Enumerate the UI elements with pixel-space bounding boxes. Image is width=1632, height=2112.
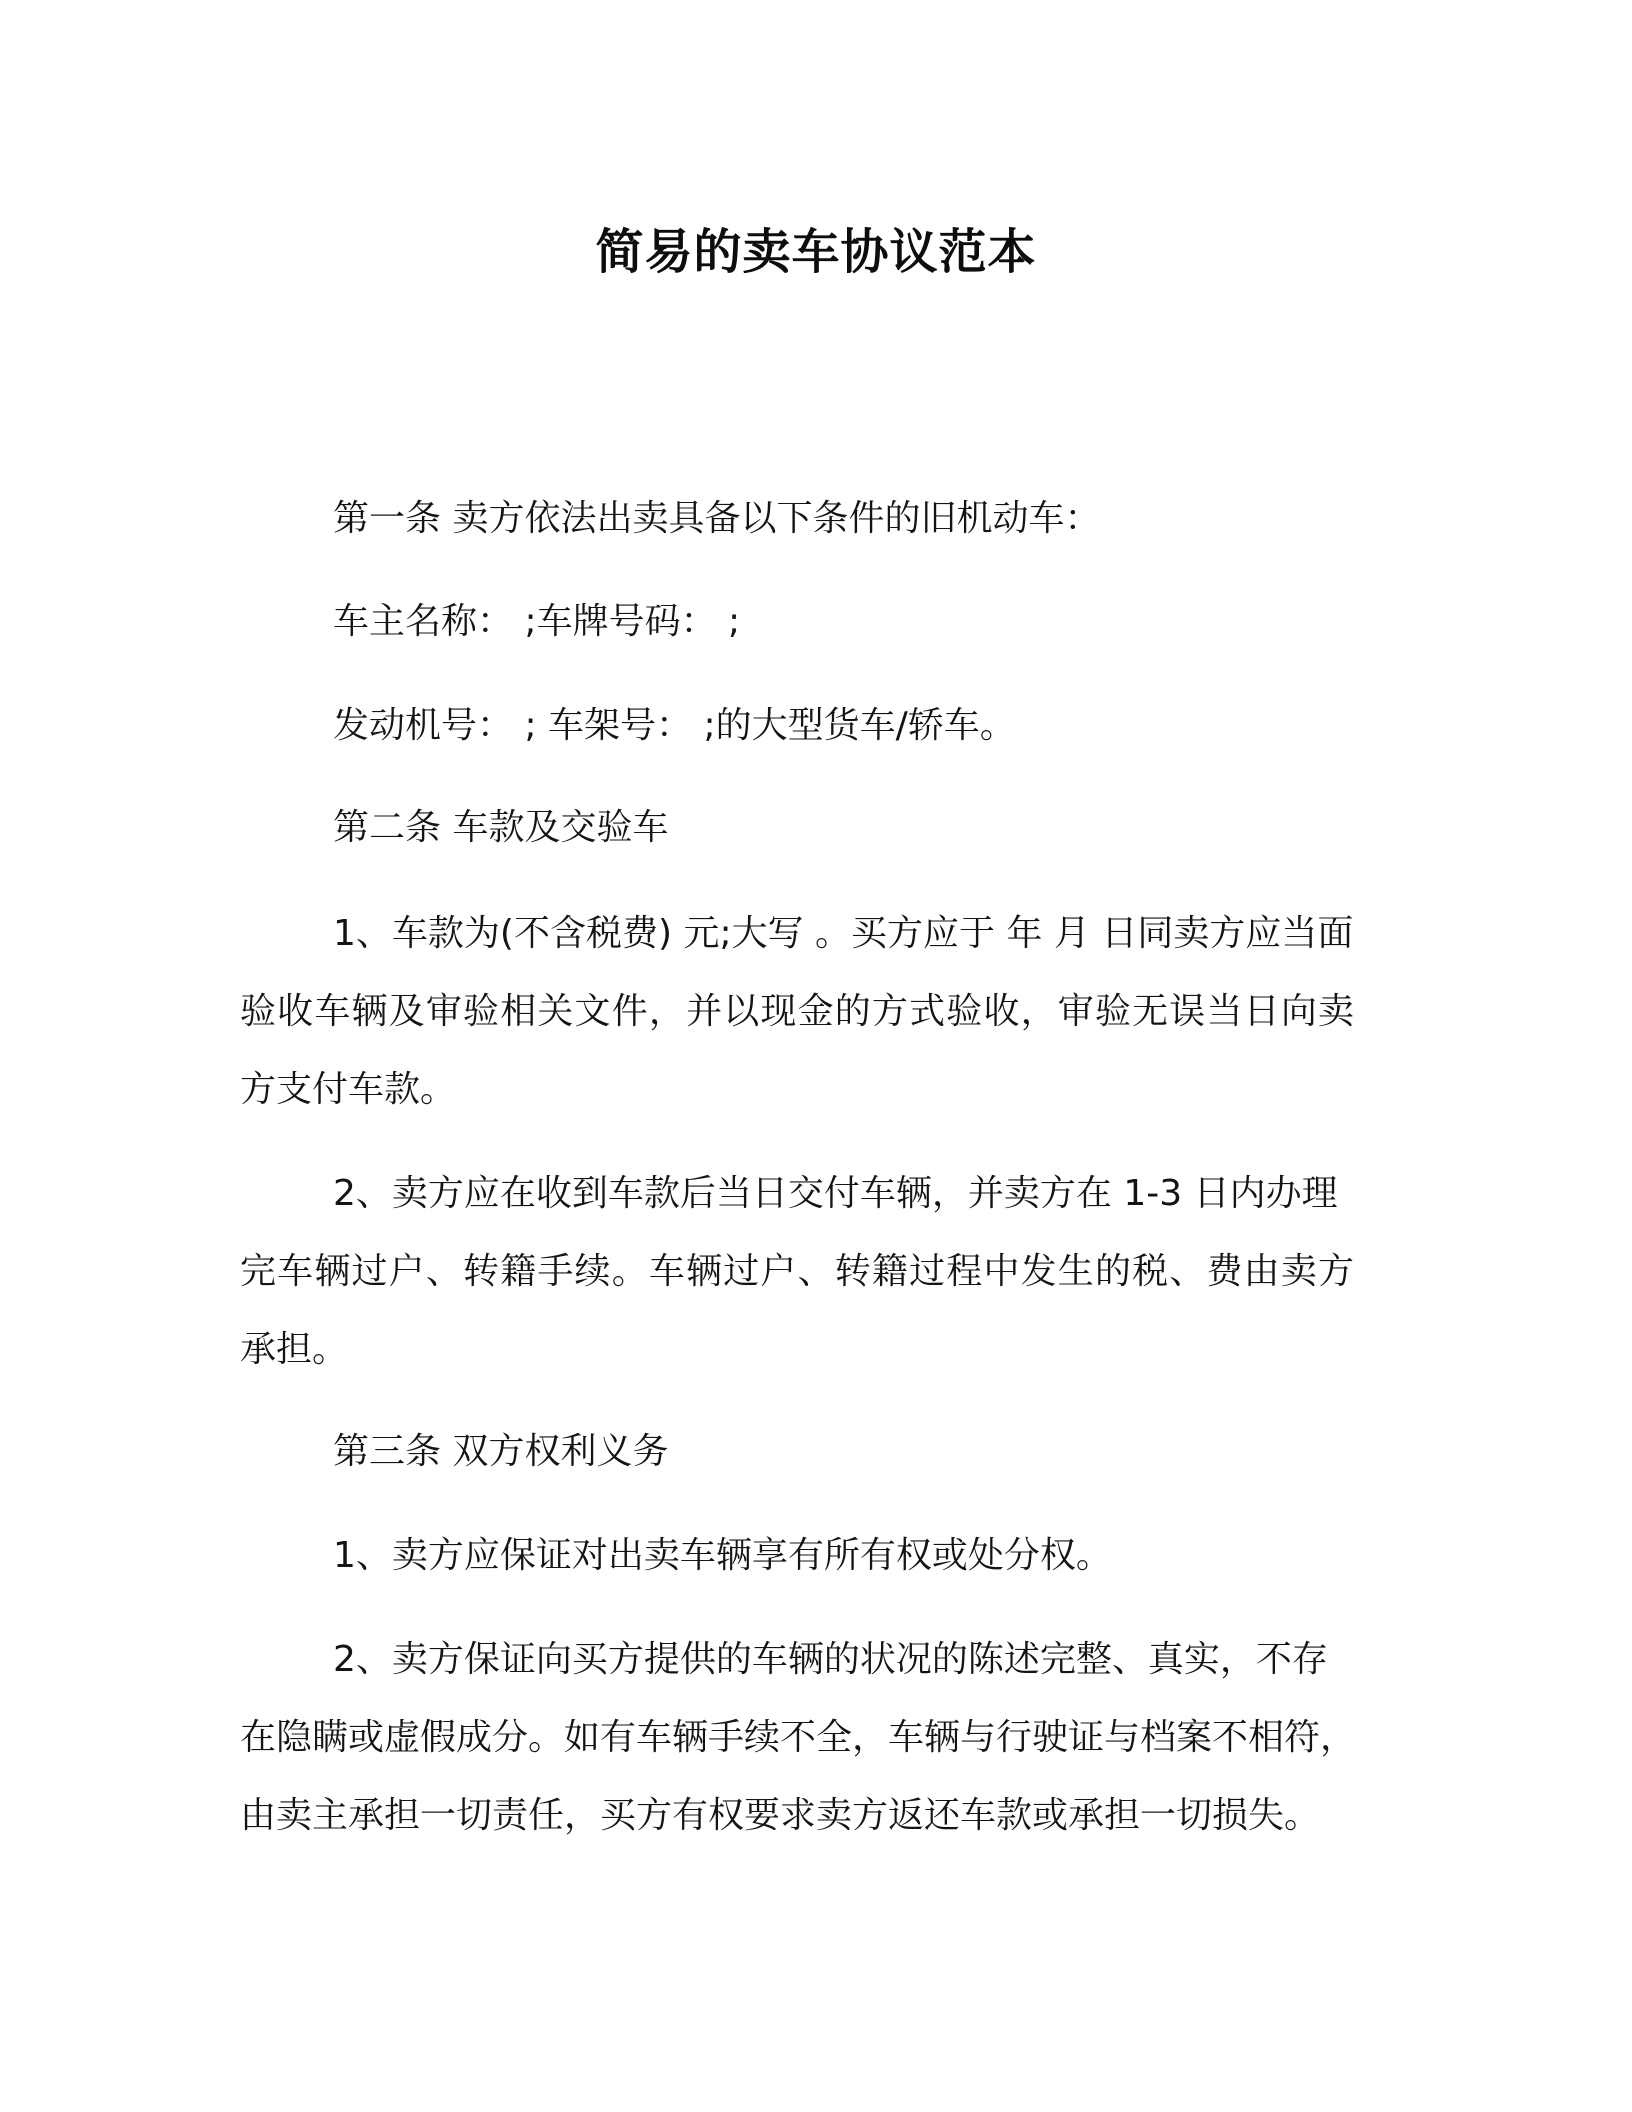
article3-clause2-line1: 2、卖方保证向买方提供的车辆的状况的陈述完整、真实，不存 bbox=[333, 1639, 1328, 1680]
article2-clause1-line2: 验收车辆及审验相关文件，并以现金的方式验收，审验无误当日向卖 bbox=[240, 991, 1354, 1032]
article2-clause2-line3: 承担。 bbox=[240, 1329, 349, 1370]
article2-clause1-line3: 方支付车款。 bbox=[240, 1069, 457, 1110]
document-title: 简易的卖车协议范本 bbox=[595, 224, 1037, 280]
article2-clause2-line2: 完车辆过户、转籍手续。车辆过户、转籍过程中发生的税、费由卖方 bbox=[240, 1251, 1354, 1292]
article2-clause2-line1: 2、卖方应在收到车款后当日交付车辆，并卖方在 1-3 日内办理 bbox=[333, 1173, 1338, 1214]
article3-heading: 第三条 双方权利义务 bbox=[333, 1431, 669, 1472]
article3-clause1-line1: 1、卖方应保证对出卖车辆享有所有权或处分权。 bbox=[333, 1535, 1112, 1576]
article3-clause2-line3: 由卖主承担一切责任，买方有权要求卖方返还车款或承担一切损失。 bbox=[240, 1795, 1321, 1836]
article1-owner-line: 车主名称： ;车牌号码： ; bbox=[333, 601, 741, 642]
article1-engine-line: 发动机号： ; 车架号： ;的大型货车/轿车。 bbox=[333, 705, 1016, 746]
article2-heading: 第二条 车款及交验车 bbox=[333, 807, 669, 848]
article2-clause1-line1: 1、车款为(不含税费) 元;大写 。买方应于 年 月 日同卖方应当面 bbox=[333, 913, 1354, 954]
article1-heading: 第一条 卖方依法出卖具备以下条件的旧机动车： bbox=[333, 498, 1101, 539]
article3-clause2-line2: 在隐瞒或虚假成分。如有车辆手续不全，车辆与行驶证与档案不相符， bbox=[240, 1717, 1357, 1758]
